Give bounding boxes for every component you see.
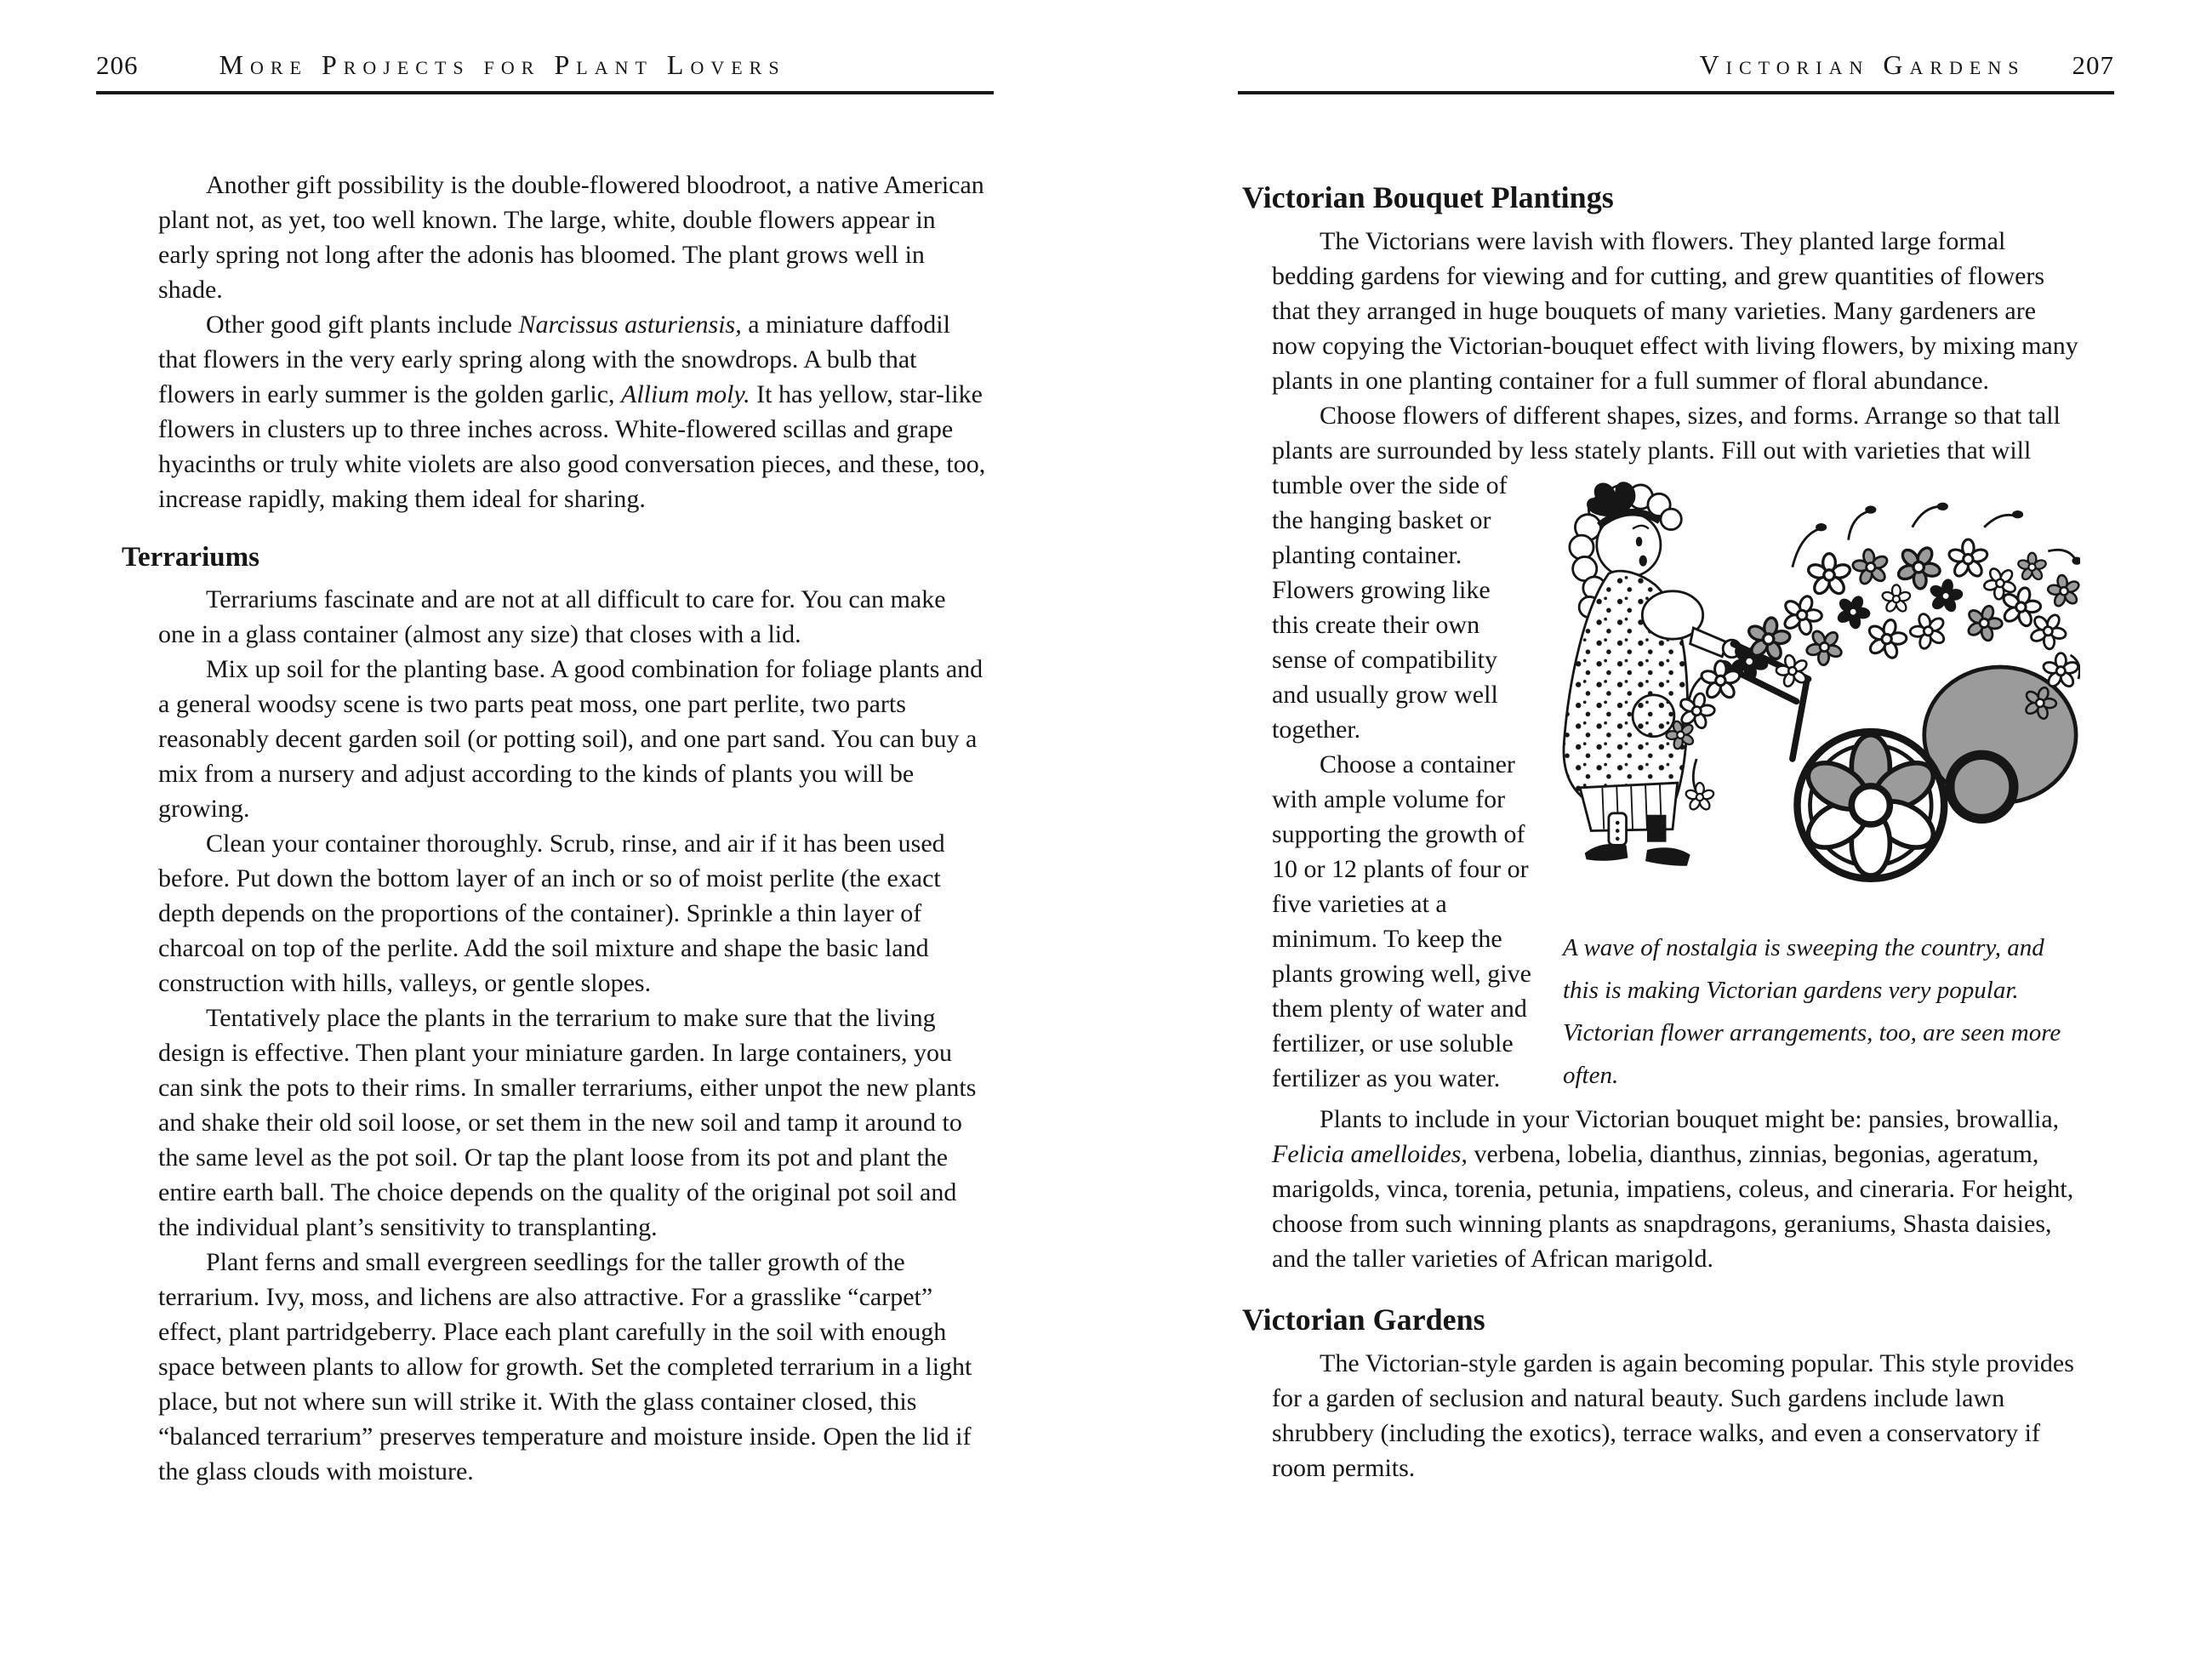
running-head-title-right: Victorian Gardens [1699, 49, 2026, 80]
cart-far-wheel [1950, 755, 2014, 818]
section-heading-terrariums: Terrariums [122, 542, 259, 573]
running-head-title-left: More Projects for Plant Lovers [219, 49, 786, 80]
terrariums-text [158, 582, 988, 1489]
paragraph: Other good gift plants include Narcissus asturiensis, a miniature daffodil that flowers in the very early spring along with the snowdrops. A bulb that flowers in early summer is the golden garlic, Allium moly. It has yellow, star-like flowers in clusters up to three inches across. White-flowered scillas and grape hyacinths or truly white violets are also good conversation pieces, and these, too, increase rapidly, making them ideal for sharing. [158, 311, 986, 513]
gardens-text [1272, 1346, 2080, 1485]
page-number-left: 206 [96, 50, 139, 80]
paragraph: The Victorians were lavish with flowers. They planted large formal bedding gardens for viewing and for cutting, and grew quantities of flowers that they arranged in huge bouquets of many varieties. Many gardeners are now copying the Victorian-bouquet effect with living flowers, by mixing many plants in one planting container for a full summer of floral abundance. [1272, 227, 2078, 395]
paragraph-text: tumble over the side of the hanging basket or planting container. Flowers growing like this create their own sense of compatibility and usually grow well together. [1272, 471, 1508, 744]
figure-victorian-flower-cart [1553, 471, 2080, 1097]
left-intro-text [158, 168, 988, 516]
paragraph: Mix up soil for the planting base. A good combination for foliage plants and a general woodsy scene is two parts peat moss, one part perlite, two parts reasonably decent garden soil (or potting soil), and one part sand. You can buy a mix from a nursery and adjust according to the kinds of plants you will be growing. [158, 655, 983, 823]
page-number-right: 207 [2072, 50, 2114, 80]
paragraph: Tentatively place the plants in the terrarium to make sure that the living design is effective. Then plant your miniature garden. In large containers, you can sink the pots to their rims. In smaller terrariums, either unpot the new plants and shake their old soil loose, or set them in the new soil and tamp it around to the same level as the pot soil. Or tap the plant loose from its pot and plant the entire earth ball. The choice depends on the quality of the original pot soil and the individual plant’s sensitivity to transplanting. [158, 1004, 977, 1241]
victorian-girl-flower-cart-illustration [1553, 471, 2080, 903]
paragraph: Another gift possibility is the double-flowered bloodroot, a native American plant not, as yet, too well known. The large, white, double flowers appear in early spring not long after the adonis has bloomed. The plant grows well in shade. [158, 171, 984, 304]
paragraph: Plant ferns and small evergreen seedlings for the taller growth of the terrarium. Ivy, moss, and lichens are also attractive. For a grasslike “carpet” effect, plant partridgeberry. Place each plant carefully in the soil with enough space between plants to allow for growth. Set the completed terrarium in a light place, but not where sun will strike it. With the glass container closed, this “balanced terrarium” preserves temperature and moisture inside. Open the lid if the glass clouds with moisture. [158, 1248, 972, 1485]
page-header-left [96, 49, 994, 94]
page-header-right [1238, 49, 2114, 94]
figure-caption: A wave of nostalgia is sweeping the country, and this is making Victorian gardens very popular. Victorian flower arrangements, too, are seen more often. [1563, 934, 2061, 1089]
paragraph: The Victorian-style garden is again becoming popular. This style provides for a garden of seclusion and natural beauty. Such gardens include lawn shrubbery (including the exotics), terrace walks, and even a conservatory if room permits. [1272, 1349, 2074, 1482]
illustration-cart [1725, 644, 2076, 879]
pinafore-pocket [1633, 695, 1674, 737]
bouquet-text [1272, 224, 2080, 1276]
page-right [1238, 49, 2114, 1485]
section-heading-victorian-bouquet-plantings: Victorian Bouquet Plantings [1242, 180, 1614, 214]
cart-main-wheel [1797, 732, 1944, 879]
paragraph: Clean your container thoroughly. Scrub, rinse, and air if it has been used before. Put down the bottom layer of an inch or so of moist perlite (the exact depth depends on the proportions of the container). Sprinkle a thin layer of charcoal on top of the perlite. Add the soil mixture and shape the basic land construction with hills, valleys, or gentle slopes. [158, 830, 945, 997]
paragraph: Terrariums fascinate and are not at all difficult to care for. You can make one in a glass container (almost any size) that closes with a lid. [158, 585, 946, 648]
paragraph: Choose a container with ample volume for supporting the growth of 10 or 12 plants of four or five varieties at a minimum. To keep the plants growing well, give them plenty of water and fertilizer, or use soluble fertilizer as you water. [1272, 750, 1531, 1092]
paragraph: Plants to include in your Victorian bouquet might be: pansies, browallia, Felicia amelloides, verbena, lobelia, dianthus, zinnias, begonias, ageratum, marigolds, vinca, torenia, petunia, impatiens, coleus, and cineraria. For height, choose from such winning plants as snapdragons, geraniums, Shasta daisies, and the taller varieties of African marigold. [1272, 1105, 2074, 1273]
paragraph-text: Choose flowers of different shapes, sizes, and forms. Arrange so that tall plants are surrounded by less stately plants. Fill out with varieties that will [1272, 402, 2061, 465]
page-left [96, 49, 994, 1489]
section-heading-victorian-gardens: Victorian Gardens [1242, 1303, 1485, 1337]
